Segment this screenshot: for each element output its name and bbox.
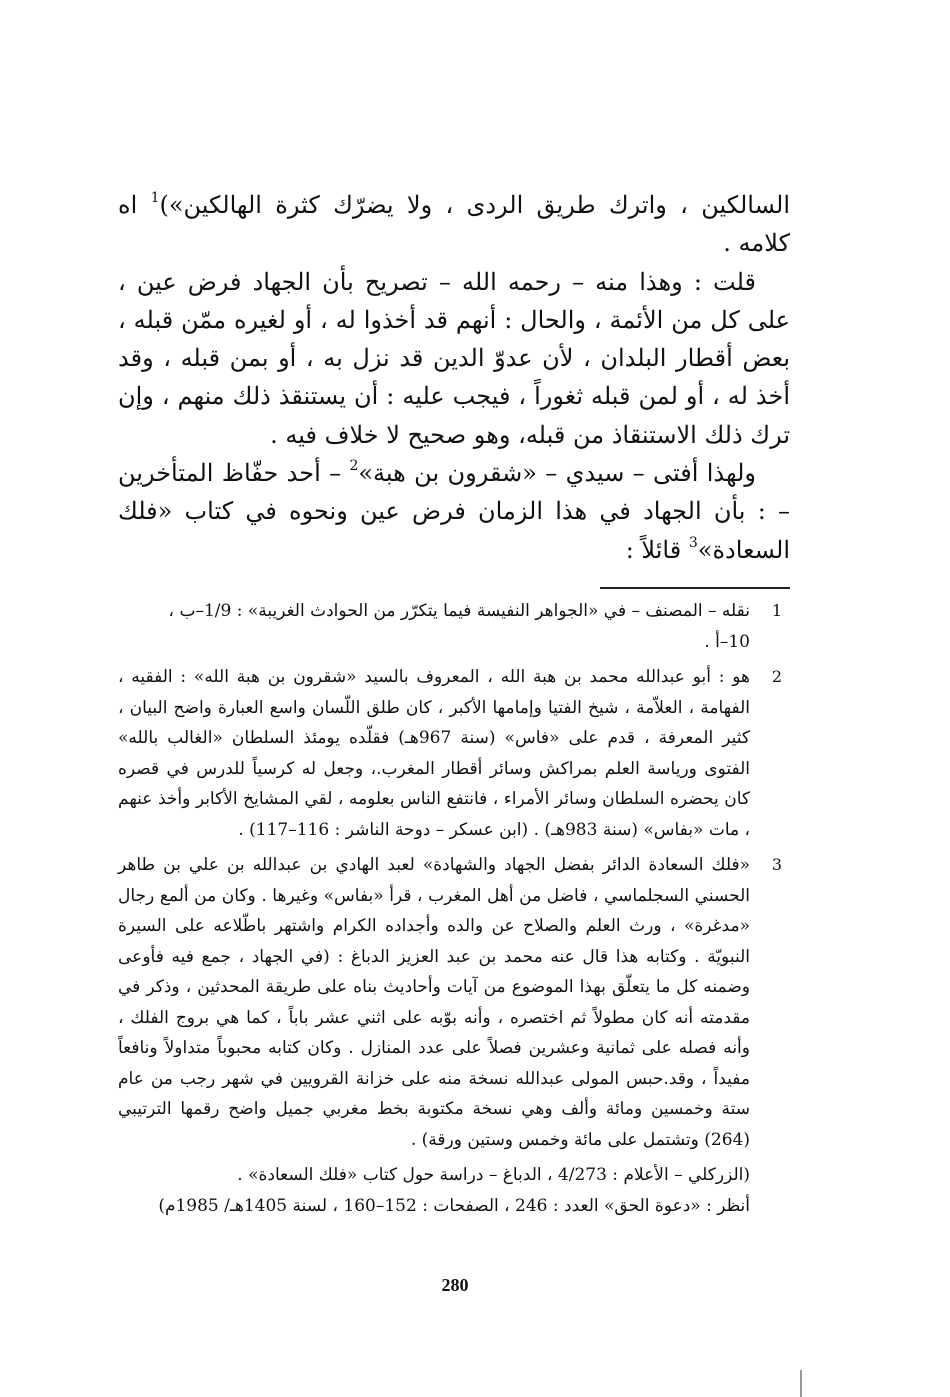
page-number: 280 [441,1275,469,1295]
footnote-ref-3[interactable]: 3 [688,534,698,551]
footnote-3-source-1: (الزركلي – الأعلام : 4/273 ، الدباغ – دراسة حول كتاب «فلك السعادة» . [237,1165,750,1185]
footnotes-section [118,596,790,1221]
scan-edge-mark [800,1370,802,1397]
footnote-1 [118,596,790,657]
paragraph-3-part-c: قائلاً : [625,535,689,564]
paragraph-1-end: اه كلامه . [118,191,790,258]
paragraph-1-text: السالكين ، واترك طريق الردى ، ولا يضرّك كثرة الهالكين») [159,191,791,219]
footnote-ref-2[interactable]: 2 [349,458,359,475]
footnote-number: 1 [771,601,782,620]
footnote-separator [600,587,790,589]
paragraph-1 [118,186,790,263]
footnote-1-line-2: 10–أ . [704,631,750,652]
footnote-number: 3 [771,855,782,874]
paragraph-2: قلت : وهذا منه – رحمه الله – تصريح بأن الجهاد فرض عين ، على كل من الأئمة ، والحال : أنهم قد أخذوا له ، أو لغيره ممّن قبله ، بعض أقطار البلدان ، لأن عدوّ الدين قد نزل به ، أو بمن قبله ، وقد أخذ له ، أو لمن قبله ثغوراً ، فيجب عليه : أن يستنقذ ذلك منهم ، وإن ترك ذلك الاستنقاذ من قبله، وهو صحيح لا خلاف فيه . [118,267,790,449]
footnote-3 [118,850,790,1155]
footnote-1-line-1: نقله – المصنف – في «الجواهر النفيسة فيما يتكرّر من الحوادث الغريبة» : 1/9–ب ، [168,601,750,621]
footnote-3-text: «فلك السعادة الدائر بفضل الجهاد والشهادة» لعبد الهادي بن عبدالله بن علي بن طاهر الحسني السجلماسي ، فاضل من أهل المغرب ، قرأ «بفاس» وغيرها . وكان من ألمع رجال «مدغرة» ، ورث العلم والصلاح عن والده وأجداده الكرام واشتهر باطّلاعه على السيرة النبويّة . وكتابه هذا قال عنه محمد بن عبد العزيز الدباغ : (في الجهاد ، جمع فيه فأوعى وضمنه كل ما يتعلّق بهذا الموضوع من آيات وأحاديث بناه على طريقة المحدثين ، وذكر في مقدمته أنه كان مطولاً ثم اختصره ، وأنه بوّبه على اثني عشر باباً ، كما هي بروج الفلك ، وأنه فصله على ثمانية وعشرين فصلاً على عدد المنازل . وكان كتابه محبوباً متداولاً ونافعاً مفيداً ، وقد.حبس المولى عبدالله نسخة منه على خزانة القرويين في شهر رجب من عام ستة وخمسين ومائة وألف وهي نسخة مكتوبة بخط مغربي جميل واضح رقمها الترتيبي (264) وتشتمل على مائة وخمس وستين ورقة) . [118,855,750,1150]
footnote-2-text: هو : أبو عبدالله محمد بن هبة الله ، المعروف بالسيد «شقرون بن هبة الله» : الفقيه ، الفهامة ، العلاّمة ، شيخ الفتيا وإمامها الأكبر ، كان طلق اللّسان واسع العبارة واضح البيان ، كثير المعرفة ، قدم على «فاس» (سنة 967هـ) فقلّده يومئذ السلطان «الغالب بالله» الفتوى ورياسة العلم بمراكش وسائر أقطار المغرب.، وجعل له كرسياً للدرس في قصره كان يحضره السلطان وسائر الأمراء ، فانتفع الناس بعلومه ، لقي المشايخ الأكابر وأخذ عنهم ، مات «بفاس» (سنة 983هـ) . (ابن عسكر – دوحة الناشر : 116–117) . [118,667,750,840]
main-text [118,186,790,569]
footnote-3-source-2: أنظر : «دعوة الحق» العدد : 246 ، الصفحات : 152–160 ، لسنة 1405هـ/ 1985م) [158,1195,750,1216]
paragraph-3-part-a: ولهذا أفتى – سيدي – «شقرون بن هبة» [358,459,756,488]
footnote-number: 2 [771,667,782,686]
paragraph-3-part-b: – أحد حفّاظ المتأخرين – : بأن الجهاد في هذا الزمان فرض عين ونحوه في كتاب «فلك السعادة» [118,459,790,564]
paragraph-3 [118,454,790,569]
footnote-2 [118,662,790,845]
footnote-ref-1[interactable]: 1 [150,190,160,206]
